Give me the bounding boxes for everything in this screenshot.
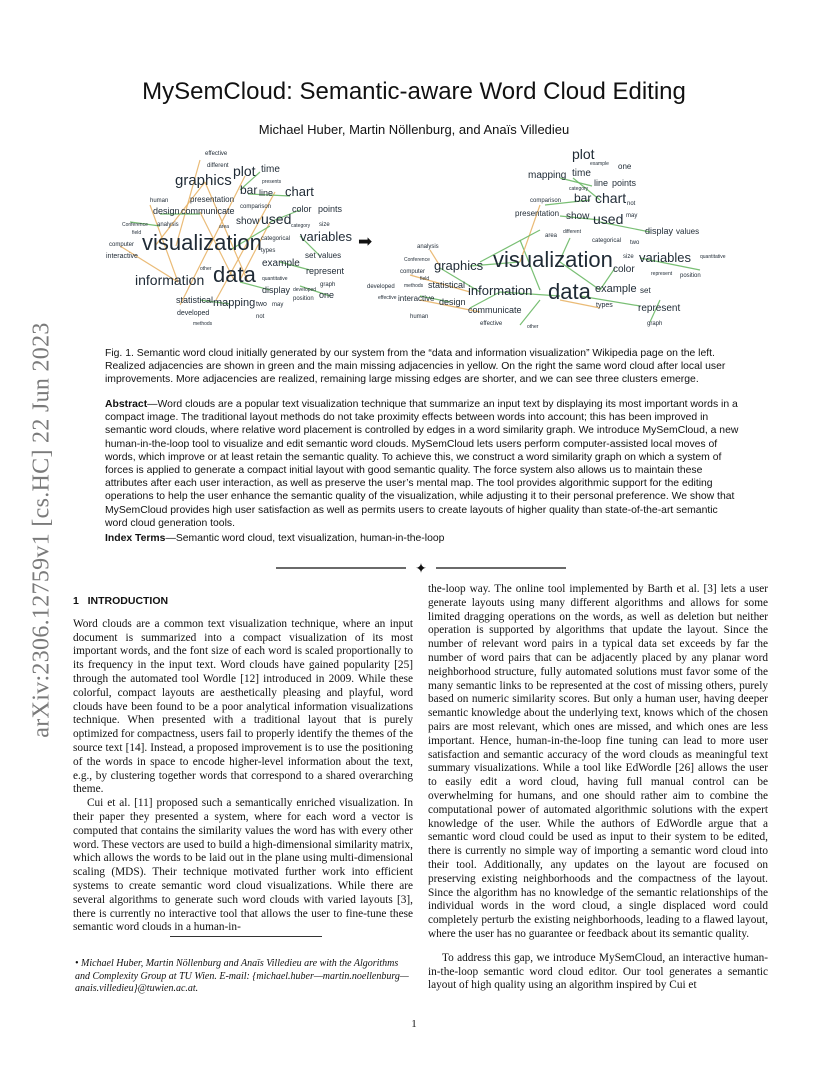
left-cloud-word: computer <box>109 242 135 248</box>
right-cloud-word: effective <box>378 295 397 301</box>
right-cloud-word: effective <box>480 321 503 327</box>
right-cloud-word: interactive <box>398 294 435 303</box>
left-cloud-word: design <box>153 206 180 216</box>
left-cloud-word: information <box>135 272 205 288</box>
right-cloud-word: communicate <box>468 305 522 315</box>
left-cloud-word: variables <box>300 229 353 244</box>
right-cloud-edge <box>520 300 540 325</box>
left-cloud-word: developed <box>177 310 210 317</box>
right-cloud-word: statistical <box>428 280 466 290</box>
right-cloud-word: Conference <box>404 257 430 263</box>
paper-title: MySemCloud: Semantic-aware Word Cloud Editing <box>142 78 686 105</box>
left-cloud-word: size <box>319 222 330 228</box>
left-cloud-word: time <box>261 164 280 175</box>
left-cloud-word: data <box>213 262 256 287</box>
right-cloud-word: computer <box>400 269 426 275</box>
abstract <box>105 398 740 530</box>
left-cloud-word: represent <box>306 266 345 276</box>
left-cloud-word: not <box>256 314 265 320</box>
left-column <box>73 595 413 935</box>
intro-paragraph-3: the-loop way. The online tool implemented by Barth et al. [3] lets a user generate layouts using many different algorithms and allows for some limited dragging operations on the words, as well as deletion but neither operation is supported by algorithms that update the layout. Since the number of relevant word pairs in a typical data set exceeds by far the number of word pairs that can be adjacently placed by any planar word neighborhood structure, fully automated solutions must favor some of the many semantic links to be represented at the cost of missing others, purely based on numeric similarity scores. But only a human user, having deeper semantic knowledge about the underlying text, knows which of the chosen pairs are most relevant, which ones are missed, and which ones are less important. Hence, human-in-the-loop fine tuning can lead to more user satisfaction and semantic accuracy of the word clouds as meaningful text summary visualizations. While a tool like EdWordle [26] allows the user to easily edit a word cloud, having full manual control can be overwhelming for humans, and one should rather aim to combine the computational power of automated algorithmic solutions with the expert knowledge of the user. While the authors of EdWordle argue that a semantic word cloud could be used as input to their system to be edited, there is currently no simple way of importing a semantic word cloud into their tool. Additionally, any updates on the layout are focused on preserving existing neighborhoods and the compactness of the layout. Since the algorithm has no knowledge of the semantic relationships of the individual words in the word cloud, a single displaced word could completely perturb the existing neighborhoods, leading to a flawed layout, where the user has no guarantee or feedback about its semantic quality. <box>428 583 768 940</box>
left-cloud-word: different <box>207 163 229 169</box>
right-cloud-word: represent <box>638 303 681 314</box>
arxiv-stamp-text: arXiv:2306.12759v1 [cs.HC] 22 Jun 2023 <box>28 322 55 738</box>
left-cloud-word: visualization <box>142 230 262 255</box>
right-cloud-word: show <box>566 211 590 222</box>
left-cloud-word: other <box>200 266 212 272</box>
right-cloud-word: quantitative <box>700 254 726 260</box>
right-cloud-word: not <box>627 201 636 207</box>
intro-paragraph-1: Word clouds are a common text visualization technique, where an input document is summarized into a compact visualization of its most important words, and the font size of each word is scaled proportionally to its frequency in the input text. Word clouds have gained popularity [25] through the automated tool Wordle [12] introduced in 2009. While these colorful, compact layouts are aesthetically pleasing and playful, word clouds have been found to be a poor analytical information visualizations technique. When presented with a traditional layout that is purely optimized for compactness, users fail to properly identify the themes of the source text [14]. Instead, a proposed improvement is to use the positioning of the words in space to encode higher-level information about the text, e.g., by clustering together words that correspond to a shared overarching theme. <box>73 617 413 796</box>
left-cloud-word: show <box>236 216 260 227</box>
right-cloud-word: graphics <box>434 258 484 273</box>
right-cloud-word: other <box>527 324 539 330</box>
left-cloud-word: graph <box>320 282 336 288</box>
left-cloud-word: presentation <box>190 195 235 204</box>
right-cloud-word: data <box>548 279 591 304</box>
right-cloud-word: display <box>645 226 674 236</box>
right-cloud-word: comparison <box>530 198 562 204</box>
section-title: INTRODUCTION <box>87 595 169 607</box>
right-cloud-word: analysis <box>417 244 439 250</box>
right-cloud-word: plot <box>572 146 595 162</box>
left-cloud-word: used <box>261 211 292 227</box>
left-cloud-word: line <box>259 188 274 198</box>
left-cloud-word: example <box>262 258 300 269</box>
left-cloud-word: interactive <box>106 253 138 260</box>
left-cloud-word: values <box>318 251 342 260</box>
section-number: 1 <box>73 595 79 607</box>
author-list: Michael Huber, Martin Nöllenburg, and Anaïs Villedieu <box>258 122 570 137</box>
right-cloud-word: types <box>596 302 613 309</box>
footnote-rule <box>170 936 322 937</box>
right-cloud-word: used <box>593 211 624 227</box>
left-cloud-word: mapping <box>213 297 256 309</box>
arxiv-stamp <box>22 290 62 770</box>
left-cloud-word: graphics <box>175 172 232 189</box>
left-cloud-word: effective <box>205 151 228 157</box>
left-cloud-word: Conference <box>122 222 148 228</box>
right-cloud-word: human <box>410 314 429 320</box>
right-cloud-word: chart <box>595 190 627 206</box>
right-column <box>428 583 768 993</box>
left-cloud-word: one <box>319 290 335 300</box>
right-cloud-word: methods <box>404 283 424 289</box>
right-cloud-word: different <box>563 229 581 235</box>
right-cloud-word: developed <box>367 284 395 290</box>
left-cloud-word: quantitative <box>262 276 288 282</box>
right-cloud-word: area <box>545 233 558 239</box>
right-cloud-word: time <box>572 168 591 179</box>
section-divider <box>276 560 566 576</box>
right-cloud-word: set <box>640 286 651 295</box>
right-cloud-word: design <box>439 297 466 307</box>
right-cloud-word: points <box>612 178 637 188</box>
right-cloud-word: variables <box>639 250 692 265</box>
right-cloud-word: position <box>680 273 701 279</box>
author-footnote: • Michael Huber, Martin Nöllenburg and Anaïs Villedieu are with the Algorithms and Complexity Group at TU Wien. E-mail: {michael.huber—martin.noellenburg—anais.villedieu}@tuwien.ac.at. <box>75 958 409 995</box>
left-cloud-word: methods <box>193 321 213 327</box>
right-cloud-word: example <box>595 283 637 295</box>
figure-word-clouds <box>100 145 740 335</box>
left-cloud-word: category <box>291 223 311 229</box>
figure-caption: Fig. 1. Semantic word cloud initially generated by our system from the “data and information visualization” Wikipedia page on the left. Realized adjacencies are shown in green and the main missing adjacencies in yellow. On the right the same word cloud after local user improvements. More adjacencies are realized, remaining large missing edges are shorter, and we can see three clusters emerge. <box>105 348 726 386</box>
left-cloud-word: plot <box>233 163 256 179</box>
right-cloud-word: bar <box>574 191 592 205</box>
abstract-text: —Word clouds are a popular text visualization technique that summarize an input text by displaying its most important words in a compact image. The traditional layout methods do not take proximity effects between words into account; this has been improved in semantic word clouds, where relative word placement is controlled by edges in a word similarity graph. We introduce MySemCloud, a new human-in-the-loop tool to visualize and edit semantic word clouds. MySemCloud lets users perform computer-assisted local moves of words, which improve or at least retain the semantic quality. To achieve this, we construct a word similarity graph on which a system of forces is applied to generate a compact initial layout with good semantic quality. The force system also allows us to maintain these attributes after each user interaction, as well as preserve the user’s mental map. The tool provides algorithmic support for the editing operations to help the user enhance the semantic quality of the visualization, while adjusting it to their personal preference. We show that MySemCloud provides high user satisfaction as well as permits users to create layouts of higher quality than state-of-the-art semantic word cloud generation tools. <box>105 399 739 529</box>
left-cloud-word: set <box>305 251 316 260</box>
right-cloud-word: field <box>420 276 430 282</box>
right-cloud-words <box>367 146 726 330</box>
right-cloud-word: mapping <box>528 170 567 181</box>
left-cloud-word: communicate <box>181 206 235 216</box>
intro-paragraph-4: To address this gap, we introduce MySemCloud, an interactive human-in-the-loop semantic word cloud editor. Our tool generates a semantic layout of high quality using an algorithm inspired by Cui et <box>428 951 768 992</box>
right-cloud-word: values <box>676 227 700 236</box>
right-cloud-word: graph <box>647 321 663 327</box>
left-cloud-word: color <box>292 204 312 214</box>
right-cloud-word: one <box>618 162 632 171</box>
left-cloud-word: field <box>132 230 142 236</box>
left-cloud-word: chart <box>285 184 314 199</box>
left-cloud-word: categorical <box>261 236 291 242</box>
left-cloud-words <box>106 151 353 327</box>
divider-star-icon: ✦ <box>415 561 427 576</box>
left-cloud-word: presents <box>262 179 282 185</box>
right-cloud-word: line <box>594 178 609 188</box>
left-cloud-word: display <box>262 285 291 295</box>
right-cloud-word: example <box>590 161 609 167</box>
page-number: 1 <box>411 1018 417 1030</box>
left-cloud-word: comparison <box>240 204 272 210</box>
right-cloud-word: represent <box>651 271 673 277</box>
left-cloud-word: two <box>256 301 267 308</box>
section-heading <box>73 595 413 609</box>
left-cloud-word: human <box>150 198 169 204</box>
left-cloud-word: statistical <box>176 295 214 305</box>
left-cloud-word: analysis <box>157 222 179 228</box>
right-cloud-word: two <box>630 240 640 246</box>
intro-paragraph-2: Cui et al. [11] proposed such a semantically enriched visualization. In their paper they presented a system, where for each word a vector is computed that contains the similarity values the word has with every other word. These vectors are used to build a high-dimensional similarity matrix, which allows the words to be laid out in the plane using multi-dimensional scaling (MDS). Their technique motivated further work into efficient systems to create semantic word cloud visualizations. While there are several algorithms to generate such word clouds with varied layouts [3], there is currently no interactive tool that allows the user to fine-tune these semantic word clouds in a human-in- <box>73 797 413 934</box>
right-cloud-word: color <box>613 264 635 275</box>
arrow-right-icon: ➡ <box>358 232 373 252</box>
right-cloud-word: size <box>623 254 634 260</box>
left-cloud-word: points <box>318 204 343 214</box>
index-terms-text: —Semantic word cloud, text visualization, human-in-the-loop <box>165 533 445 544</box>
left-cloud-word: position <box>293 296 314 302</box>
right-cloud-word: categorical <box>592 238 622 244</box>
right-cloud-word: may <box>626 213 638 219</box>
index-terms-label: Index Terms <box>105 533 166 544</box>
right-cloud-word: visualization <box>493 247 613 272</box>
left-cloud-word: bar <box>240 183 258 197</box>
left-cloud-word: developed <box>293 287 317 293</box>
left-cloud-word: types <box>261 248 276 254</box>
right-cloud-word: presentation <box>515 209 560 218</box>
left-cloud-word: area <box>219 224 230 230</box>
index-terms <box>105 532 740 545</box>
right-cloud-word: category <box>569 186 589 192</box>
left-cloud-word: may <box>272 302 284 308</box>
right-cloud-word: information <box>468 283 533 298</box>
abstract-label: Abstract <box>105 399 148 410</box>
